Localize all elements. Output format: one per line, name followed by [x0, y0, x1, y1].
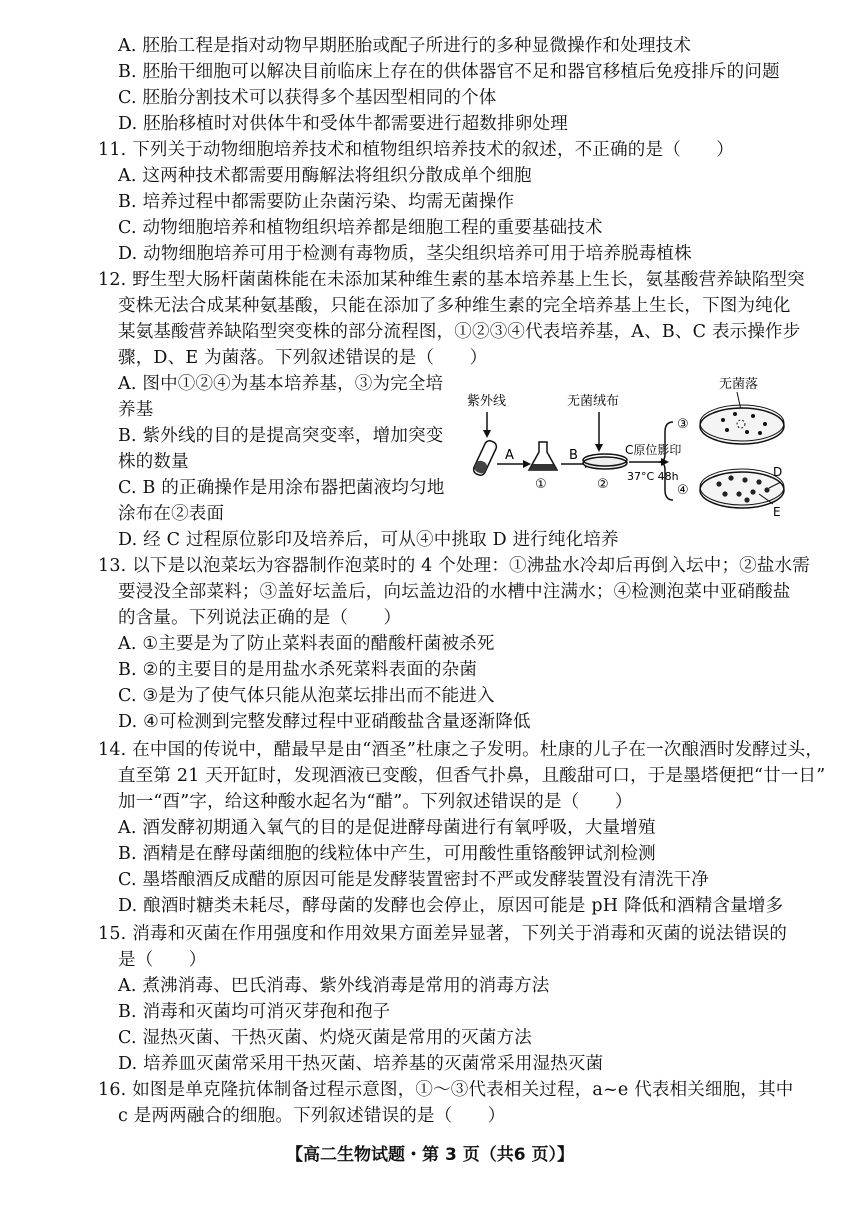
q12-stem-line4: 骤，D、E 为菌落。下列叙述错误的是（ ）	[118, 348, 488, 368]
q10-option-a: A. 胚胎工程是指对动物早期胚胎或配子所进行的多种显微操作和处理技术	[118, 36, 692, 56]
q15-stem-line2: 是（ ）	[118, 950, 207, 970]
q14-stem-line2: 直至第 21 天开缸时，发现酒液已变酸，但香气扑鼻，且酸甜可口，于是墨塔便把“廿一日”	[118, 766, 826, 786]
q14-option-a: A. 酒发酵初期通入氧气的目的是促进酵母菌进行有氧呼吸，大量增殖	[118, 818, 656, 838]
medium-3-label: ③	[677, 417, 689, 432]
q13-option-c: C. ③是为了使气体只能从泡菜坛排出而不能进入	[118, 686, 495, 706]
q12-option-b-line1: B. 紫外线的目的是提高突变率，增加突变	[118, 426, 444, 446]
velvet-label: 无菌绒布	[567, 394, 620, 409]
q12-flow-diagram	[455, 370, 785, 520]
flask-icon	[529, 442, 557, 470]
medium-2-label: ②	[597, 477, 609, 492]
test-tube-icon	[472, 439, 498, 477]
petri-dish-4-icon	[700, 469, 784, 508]
q13-stem-line1: 13. 以下是以泡菜坛为容器制作泡菜时的 4 个处理：①沸盐水冷却后再倒入坛中；②盐水需	[98, 556, 810, 576]
q10-option-d: D. 胚胎移植时对供体牛和受体牛都需要进行超数排卵处理	[118, 114, 568, 134]
q12-option-c-line1: C. B 的正确操作是用涂布器把菌液均匀地	[118, 478, 445, 498]
q15-option-c: C. 湿热灭菌、干热灭菌、灼烧灭菌是常用的灭菌方法	[118, 1028, 532, 1048]
q10-option-b: B. 胚胎干细胞可以解决目前临床上存在的供体器官不足和器官移植后免疫排斥的问题	[118, 62, 780, 82]
q12-option-a-line2: 养基	[118, 400, 154, 420]
q11-option-c: C. 动物细胞培养和植物组织培养都是细胞工程的重要基础技术	[118, 218, 603, 238]
q11-stem: 11. 下列关于动物细胞培养技术和植物组织培养技术的叙述，不正确的是（ ）	[98, 140, 734, 160]
medium-1-label: ①	[535, 477, 547, 492]
q13-stem-line2: 要浸没全部菜料；③盖好坛盖后，向坛盖边沿的水槽中注满水；④检测泡菜中亚硝酸盐	[118, 582, 791, 602]
q11-option-b: B. 培养过程中都需要防止杂菌污染、均需无菌操作	[118, 192, 515, 212]
q14-stem-line1: 14. 在中国的传说中，醋最早是由“酒圣”杜康之子发明。杜康的儿子在一次酿酒时发酵过头，	[98, 740, 824, 760]
q11-option-d: D. 动物细胞培养可用于检测有毒物质，茎尖组织培养可用于培养脱毒植株	[118, 244, 692, 264]
q14-stem-line3: 加一“酉”字，给这种酸水起名为“醋”。下列叙述错误的是（ ）	[118, 792, 633, 812]
q12-option-d: D. 经 C 过程原位影印及培养后，可从④中挑取 D 进行纯化培养	[118, 530, 619, 550]
q12-stem-line3: 某氨基酸营养缺陷型突变株的部分流程图，①②③④代表培养基，A、B、C 表示操作步	[118, 322, 801, 342]
q15-stem-line1: 15. 消毒和灭菌在作用强度和作用效果方面差异显著，下列关于消毒和灭菌的说法错误的	[98, 924, 788, 944]
petri-dish-3-icon	[700, 405, 784, 444]
colony-e-label: E	[773, 505, 781, 519]
q15-option-d: D. 培养皿灭菌常采用干热灭菌、培养基的灭菌常采用湿热灭菌	[118, 1054, 604, 1074]
q13-stem-line3: 的含量。下列说法正确的是（ ）	[118, 608, 402, 628]
q15-option-b: B. 消毒和灭菌均可消灭芽孢和孢子	[118, 1002, 391, 1022]
petri-dish-2-icon	[583, 454, 627, 469]
q11-option-a: A. 这两种技术都需要用酶解法将组织分散成单个细胞	[118, 166, 532, 186]
q12-stem-line1: 12. 野生型大肠杆菌菌株能在未添加某种维生素的基本培养基上生长，氨基酸营养缺陷型突	[98, 270, 805, 290]
q14-option-c: C. 墨塔酿酒反成醋的原因可能是发酵装置密封不严或发酵装置没有清洗干净	[118, 870, 709, 890]
condition-label: 37°C 48h	[627, 470, 679, 483]
q12-option-c-line2: 涂布在②表面	[118, 504, 225, 524]
q13-option-a: A. ①主要是为了防止菜料表面的醋酸杆菌被杀死	[118, 634, 495, 654]
q13-option-b: B. ②的主要目的是用盐水杀死菜料表面的杂菌	[118, 660, 478, 680]
q16-stem-line1: 16. 如图是单克隆抗体制备过程示意图，①～③代表相关过程，a~e 代表相关细胞，其中	[98, 1080, 794, 1100]
uv-label: 紫外线	[467, 394, 507, 409]
step-c-label: C原位影印	[625, 443, 682, 457]
q12-option-a-line1: A. 图中①②④为基本培养基，③为完全培	[118, 374, 444, 394]
q15-option-a: A. 煮沸消毒、巴氏消毒、紫外线消毒是常用的消毒方法	[118, 976, 550, 996]
page-footer: 【高二生物试题・第 3 页（共6 页）】	[286, 1145, 574, 1165]
colony-d-label: D	[773, 465, 783, 479]
q14-option-b: B. 酒精是在酵母菌细胞的线粒体中产生，可用酸性重铬酸钾试剂检测	[118, 844, 656, 864]
step-b-label: B	[569, 448, 578, 463]
q12-stem-line2: 变株无法合成某种氨基酸，只能在添加了多种维生素的完全培养基上生长，下图为纯化	[118, 296, 791, 316]
q14-option-d: D. 酿酒时糖类未耗尽，酵母菌的发酵也会停止，原因可能是 pH 降低和酒精含量增多	[118, 896, 784, 916]
no-colony-label: 无菌落	[719, 377, 759, 392]
q10-option-c: C. 胚胎分割技术可以获得多个基因型相同的个体	[118, 88, 497, 108]
q13-option-d: D. ④可检测到完整发酵过程中亚硝酸盐含量逐渐降低	[118, 712, 531, 732]
q12-option-b-line2: 株的数量	[118, 452, 189, 472]
step-a-label: A	[505, 448, 514, 463]
medium-4-label: ④	[677, 483, 689, 498]
q16-stem-line2: c 是两两融合的细胞。下列叙述错误的是（ ）	[118, 1106, 506, 1126]
